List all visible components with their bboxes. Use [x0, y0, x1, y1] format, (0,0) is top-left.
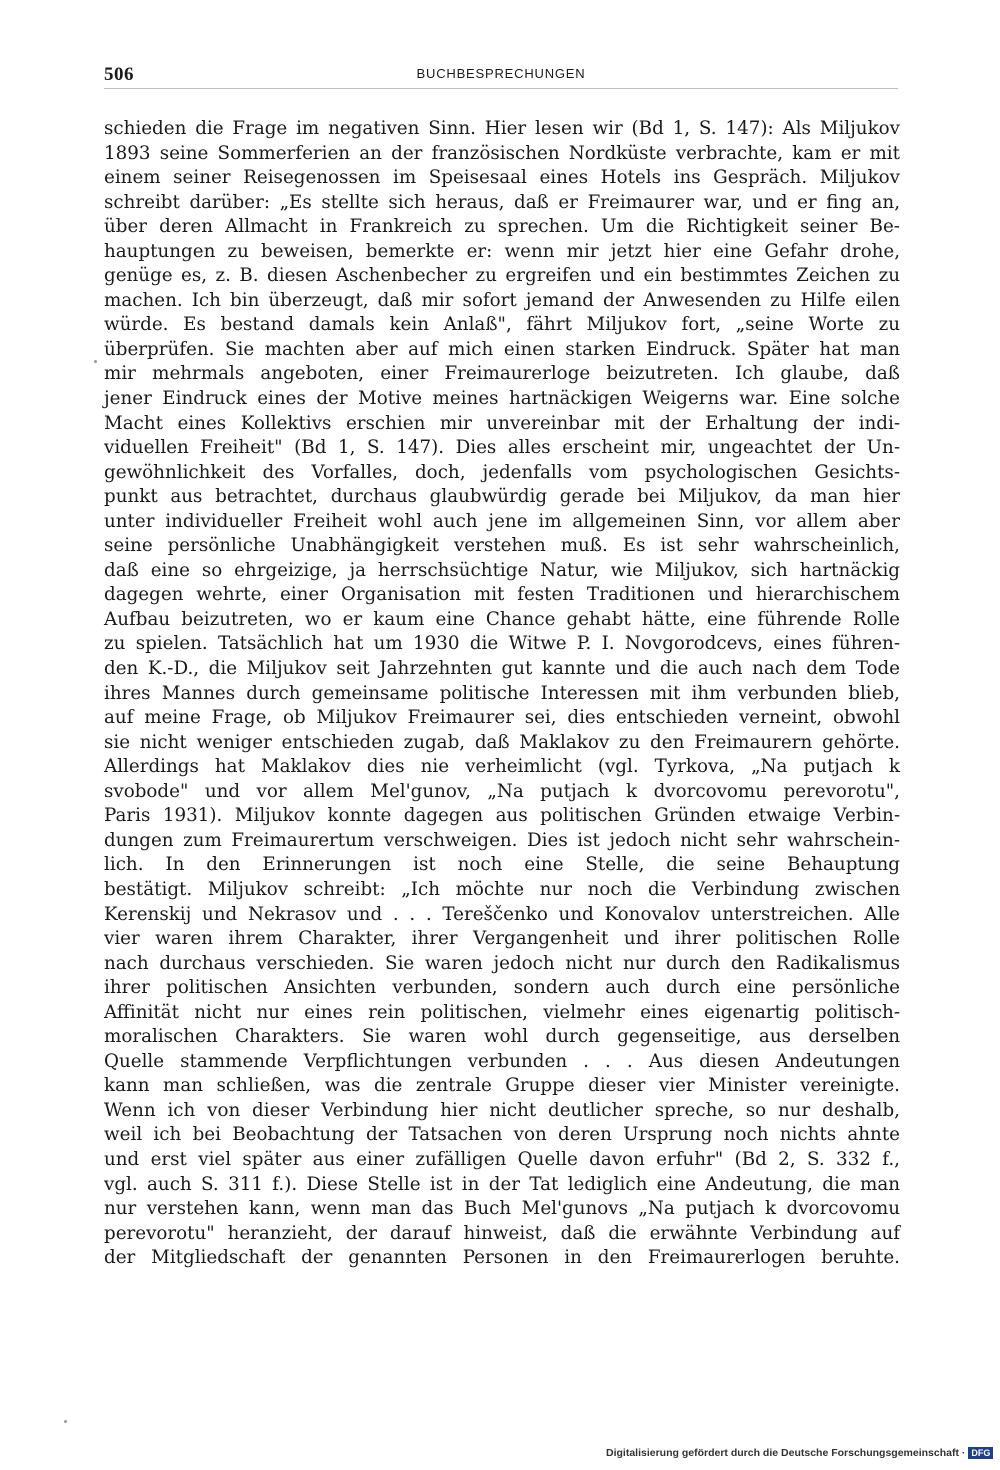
- text-line: sie nicht weniger entschieden zugab, daß Maklakov zu den Freimaurern gehörte.: [104, 731, 900, 753]
- page-header: [104, 64, 898, 86]
- text-line: über deren Allmacht in Frankreich zu sprechen. Um die Richtigkeit seiner Be-: [104, 216, 900, 238]
- text-line: Aufbau beizutreten, wo er kaum eine Chance gehabt hätte, eine führende Rolle: [104, 608, 900, 630]
- text-line: vgl. auch S. 311 f.). Diese Stelle ist in der Tat lediglich eine Andeutung, die man: [104, 1173, 900, 1195]
- running-head: BUCHBESPRECHUNGEN: [416, 66, 586, 81]
- header-rule: [104, 88, 898, 89]
- text-line: hauptungen zu beweisen, bemerkte er: wenn mir jetzt hier eine Gefahr drohe,: [104, 240, 900, 262]
- text-line: nur verstehen kann, wenn man das Buch Mel'gunovs „Na putjach k dvorcovomu: [104, 1198, 900, 1220]
- text-line: ihres Mannes durch gemeinsame politische Interessen mit ihm verbunden blieb,: [104, 682, 900, 704]
- text-line: Paris 1931). Miljukov konnte dagegen aus politischen Gründen etwaige Verbin-: [104, 805, 900, 827]
- text-line: vier waren ihrem Charakter, ihrer Vergangenheit und ihrer politischen Rolle: [104, 928, 900, 950]
- text-line: Affinität nicht nur eines rein politischen, vielmehr eines eigenartig politisch-: [104, 1001, 900, 1023]
- text-line: ihrer politischen Ansichten verbunden, sondern auch durch eine persönliche: [104, 977, 900, 999]
- text-line: unter individueller Freiheit wohl auch jene im allgemeinen Sinn, vor allem aber: [104, 510, 900, 532]
- text-line: einem seiner Reisegenossen im Speisesaal eines Hotels ins Gespräch. Miljukov: [104, 167, 900, 189]
- text-line: lich. In den Erinnerungen ist noch eine Stelle, die seine Behauptung: [104, 854, 900, 876]
- text-line: auf meine Frage, ob Miljukov Freimaurer sei, dies entschieden verneint, obwohl: [104, 707, 900, 729]
- text-line: jener Eindruck eines der Motive meines hartnäckigen Weigerns war. Eine solche: [104, 388, 900, 410]
- text-line: schreibt darüber: „Es stellte sich heraus, daß er Freimaurer war, und er fing an,: [104, 191, 900, 213]
- text-line: Quelle stammende Verpflichtungen verbunden . . . Aus diesen Andeutungen: [104, 1050, 900, 1072]
- text-line: punkt aus betrachtet, durchaus glaubwürdig gerade bei Miljukov, da man hier: [104, 486, 900, 508]
- text-line: weil ich bei Beobachtung der Tatsachen von deren Ursprung noch nichts ahnte: [104, 1124, 900, 1146]
- text-line: zu spielen. Tatsächlich hat um 1930 die Witwe P. I. Novgorodcevs, eines führen-: [104, 633, 900, 655]
- text-line: schieden die Frage im negativen Sinn. Hier lesen wir (Bd 1, S. 147): Als Miljukov: [104, 118, 900, 139]
- text-line: dagegen wehrte, einer Organisation mit festen Traditionen und hierarchischem: [104, 584, 900, 606]
- text-line: moralischen Charakters. Sie waren wohl durch gegenseitige, aus derselben: [104, 1026, 900, 1048]
- text-line: 1893 seine Sommerferien an der französischen Nordküste verbrachte, kam er mit: [104, 142, 900, 164]
- text-line: Macht eines Kollektivs erschien mir unvereinbar mit der Erhaltung der indi-: [104, 412, 900, 434]
- text-line: der Mitgliedschaft der genannten Personen in den Freimaurerlogen beruhte.: [104, 1247, 900, 1269]
- body-text: [104, 117, 900, 1271]
- text-line: Kerenskij und Nekrasov und . . . Tereščenko und Konovalov unterstreichen. Alle: [104, 903, 900, 925]
- text-line: seine persönliche Unabhängigkeit verstehen muß. Es ist sehr wahrscheinlich,: [104, 535, 900, 557]
- text-line: würde. Es bestand damals kein Anlaß", fährt Miljukov fort, „seine Worte zu: [104, 314, 900, 336]
- text-line: dungen zum Freimaurertum verschweigen. Dies ist jedoch nicht sehr wahrschein-: [104, 829, 900, 851]
- text-line: Allerdings hat Maklakov dies nie verheimlicht (vgl. Tyrkova, „Na putjach k: [104, 756, 900, 778]
- text-line: überprüfen. Sie machten aber auf mich einen starken Eindruck. Später hat man: [104, 338, 900, 360]
- dfg-logo: DFG: [968, 1447, 993, 1459]
- text-line: und erst viel später aus einer zufälligen Quelle davon erfuhr" (Bd 2, S. 332 f.,: [104, 1148, 900, 1170]
- page-number: 506: [104, 64, 134, 85]
- digitization-footer: [606, 1447, 993, 1459]
- text-line: daß eine so ehrgeizige, ja herrschsüchtige Natur, wie Miljukov, sich hartnäckig: [104, 559, 900, 581]
- text-line: viduellen Freiheit" (Bd 1, S. 147). Dies alles erscheint mir, ungeachtet der Un-: [104, 437, 900, 459]
- text-line: gewöhnlichkeit des Vorfalles, doch, jedenfalls vom psychologischen Gesichts-: [104, 461, 900, 483]
- text-line: nach durchaus verschieden. Sie waren jedoch nicht nur durch den Radikalismus: [104, 952, 900, 974]
- text-line: machen. Ich bin überzeugt, daß mir sofort jemand der Anwesenden zu Hilfe eilen: [104, 289, 900, 311]
- text-line: den K.-D., die Miljukov seit Jahrzehnten gut kannte und die auch nach dem Tode: [104, 658, 900, 680]
- text-line: svobode" und vor allem Mel'gunov, „Na putjach k dvorcovomu perevorotu",: [104, 780, 900, 802]
- text-line: perevorotu" heranzieht, der darauf hinweist, daß die erwähnte Verbindung auf: [104, 1222, 900, 1244]
- margin-mark: [64, 1420, 67, 1423]
- text-line: Wenn ich von dieser Verbindung hier nicht deutlicher spreche, so nur deshalb,: [104, 1099, 900, 1121]
- text-line: kann man schließen, was die zentrale Gruppe dieser vier Minister vereinigte.: [104, 1075, 900, 1097]
- text-line: mir mehrmals angeboten, einer Freimaurerloge beizutreten. Ich glaube, daß: [104, 363, 900, 385]
- footer-text: Digitalisierung gefördert durch die Deutsche Forschungsgemeinschaft ·: [606, 1447, 966, 1459]
- margin-mark: [94, 360, 97, 363]
- text-line: genüge es, z. B. diesen Aschenbecher zu ergreifen und ein bestimmtes Zeichen zu: [104, 265, 900, 287]
- text-line: bestätigt. Miljukov schreibt: „Ich möchte nur noch die Verbindung zwischen: [104, 878, 900, 900]
